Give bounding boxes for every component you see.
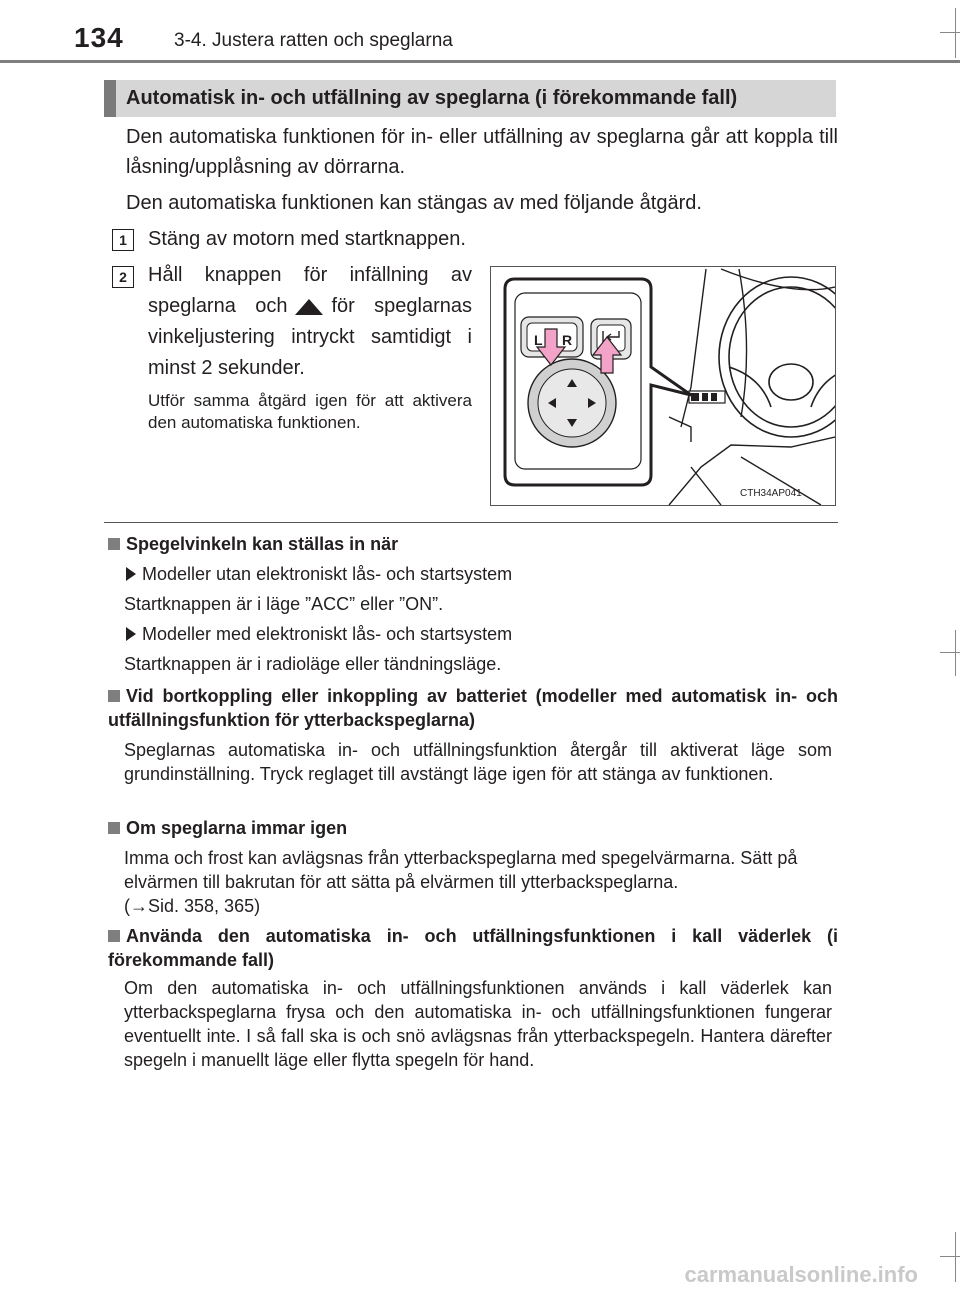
note-body: Om den automatiska in- och utfällningsfunktionen används i kall väderlek kan ytterbackspeglarna frysa och den automatiska in- och utfällningsfunktionen fungerar eventuellt inte. I så fall ska is och snö avlägsnas från ytterbackspegeln. Hantera därefter spegeln i manuellt läge eller flytta spegeln för hand. xyxy=(124,978,832,1070)
arrow-right-icon: → xyxy=(130,896,148,916)
intro-paragraph-2: Den automatiska funktionen kan stängas av med följande åtgärd. xyxy=(126,192,702,214)
figure-code: CTH34AP041 xyxy=(740,488,802,499)
mirror-switch-illustration xyxy=(491,267,836,506)
square-bullet-icon xyxy=(108,538,120,550)
note-body-text: Imma och frost kan avlägsnas från ytterbackspeglarna med spegelvärmarna. Sätt på elvärmen till bakrutan för att sätta på elvärmen till ytterbackspeglarna. xyxy=(124,848,798,892)
triangle-right-icon xyxy=(126,627,136,641)
crop-mark xyxy=(955,1232,956,1282)
triangle-right-icon xyxy=(126,567,136,581)
note-heading xyxy=(108,924,838,972)
note-heading-text: Spegelvinkeln kan ställas in när xyxy=(126,534,399,554)
note-heading xyxy=(108,816,838,840)
note-subheading-text: Modeller med elektroniskt lås- och startsystem xyxy=(142,624,513,644)
watermark: carmanualsonline.info xyxy=(684,1262,918,1287)
switch-label-right: R xyxy=(562,332,573,348)
step-number-1: 1 xyxy=(112,229,134,251)
note-body: Startknappen är i radioläge eller tändningsläge. xyxy=(124,654,502,674)
crop-mark xyxy=(955,630,956,676)
square-bullet-icon xyxy=(108,690,120,702)
crop-mark xyxy=(940,32,960,33)
step-2-note: Utför samma åtgärd igen för att aktivera den automatiska funktionen. xyxy=(148,391,472,432)
note-subheading-text: Modeller utan elektroniskt lås- och startsystem xyxy=(142,564,513,584)
step-2-text-after: för speglarnas vinkeljustering intryckt samtidigt i minst 2 sekunder. xyxy=(148,295,472,379)
note-heading xyxy=(108,532,838,556)
crop-mark xyxy=(940,652,960,653)
section-divider xyxy=(104,522,838,523)
intro-paragraph: Den automatiska funktionen för in- eller utfällning av speglarna går att koppla till låsning/upplåsning av dörrarna. xyxy=(126,126,838,178)
page-number: 134 xyxy=(74,22,124,53)
section-title: Automatisk in- och utfällning av speglarna (i förekommande fall) xyxy=(104,80,836,117)
crop-mark xyxy=(955,8,956,58)
note-heading-text: Använda den automatiska in- och utfällningsfunktionen i kall väderlek (i förekommande fall) xyxy=(108,926,838,970)
switch-label-left: L xyxy=(534,332,543,348)
note-body: Speglarnas automatiska in- och utfällningsfunktion återgår till aktiverat läge som grundinställning. Tryck reglaget till avstängt läge igen för att stänga av funktionen. xyxy=(124,740,832,784)
note-heading-text: Om speglarna immar igen xyxy=(126,818,348,838)
note-body: Startknappen är i läge ”ACC” eller ”ON”. xyxy=(124,594,444,614)
square-bullet-icon xyxy=(108,822,120,834)
square-bullet-icon xyxy=(108,930,120,942)
page-reference: Sid. 358, 365) xyxy=(148,896,261,916)
note-body: Imma och frost kan avlägsnas från ytterbackspeglarna med spegelvärmarna. Sätt på elvärmen till bakrutan för att sätta på elvärmen till ytterbackspeglarna. (→Sid. 358, 365) xyxy=(124,848,798,916)
triangle-up-icon xyxy=(295,299,323,315)
step-2-text xyxy=(148,260,472,384)
step-1-text: Stäng av motorn med startknappen. xyxy=(148,228,466,250)
header-rule xyxy=(0,60,960,63)
note-heading xyxy=(108,684,838,732)
chapter-title: 3-4. Justera ratten och speglarna xyxy=(174,30,453,51)
crop-mark xyxy=(940,1256,960,1257)
note-heading-text: Vid bortkoppling eller inkoppling av batteriet (modeller med automatisk in- och utfällningsfunktion för ytterbackspeglarna) xyxy=(108,686,838,730)
step-2-text-before: Håll knappen för infällning av speglarna och xyxy=(148,264,472,317)
step-number-2: 2 xyxy=(112,266,134,288)
note-subheading xyxy=(126,622,838,646)
mirror-switch-figure xyxy=(490,266,836,506)
note-subheading xyxy=(126,562,838,586)
